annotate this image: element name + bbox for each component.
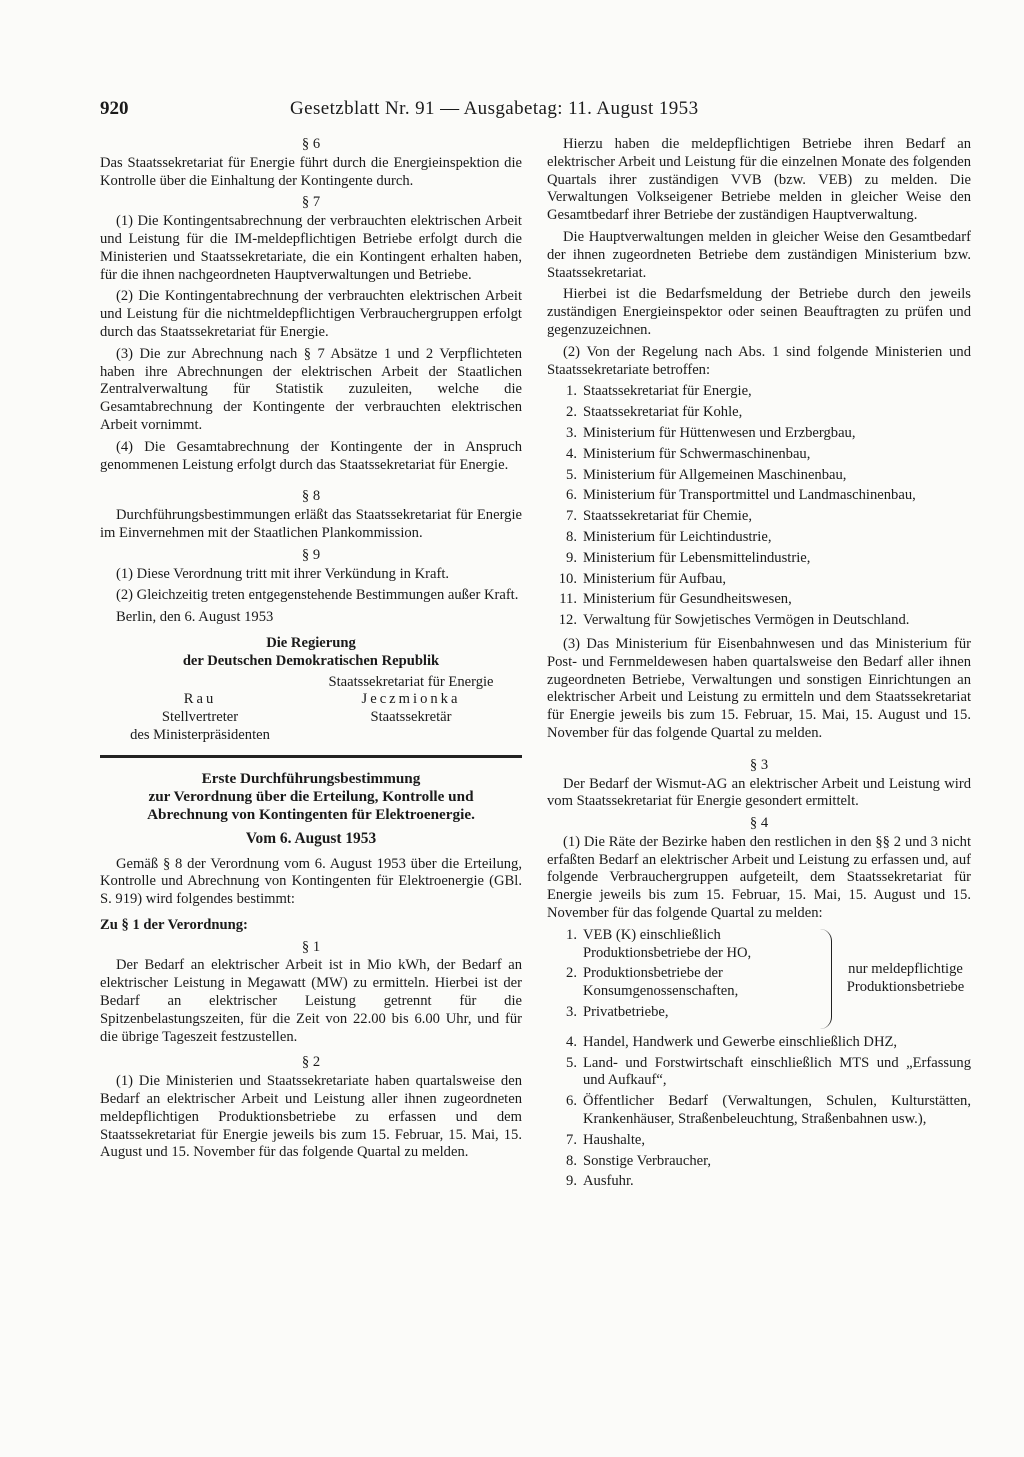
list-item <box>547 1055 971 1091</box>
ministries-list <box>547 383 971 630</box>
paragraph: Der Bedarf an elektrischer Arbeit ist in Mio kWh, der Bedarf an elektrischer Leistung in Megawatt (MW) zu ermitteln. Hierbei ist der Bedarf an elektrischer Leistung getrennt für die Spitzenbelastungszeiten, für die Zeit von 22.00 bis 6.00 Uhr, und für die übrige Tageszeit festzustellen. <box>100 957 522 1045</box>
list-number: 11. <box>559 591 577 608</box>
list-number: 7. <box>566 1131 577 1148</box>
list-text: Privatbetriebe, <box>583 1004 669 1021</box>
list-text: Ministerium für Lebensmittelindustrie, <box>583 549 811 566</box>
paragraph: Hierbei ist die Bedarfsmeldung der Betriebe durch den jeweils zuständigen Energieinspektor oder seinen Beauftragten zu prüfen und gegenzuzeichnen. <box>547 286 971 338</box>
list-text: Handel, Handwerk und Gewerbe einschließlich DHZ, <box>583 1033 898 1050</box>
paragraph: (2) Von der Regelung nach Abs. 1 sind folgende Ministerien und Staatssekretariate betroffen: <box>547 343 971 378</box>
government-line-2: der Deutschen Demokratischen Republik <box>182 652 440 669</box>
subsection-heading: Zu § 1 der Verordnung: <box>100 916 248 933</box>
paragraph: (1) Die Kontingentsabrechnung der verbrauchten elektrischen Arbeit und Leistung für die IM-meldepflichtigen Betriebe erfolgt durch die Ministerien und Staatssekretariate, die ein Kontingent erhalten haben, für die ihnen nachgeordneten Hauptverwaltungen und Betriebe. <box>100 213 522 283</box>
section-heading: § 3 <box>749 756 769 773</box>
section-heading: § 8 <box>301 488 321 505</box>
list-text: Ministerium für Gesundheitswesen, <box>583 591 792 608</box>
list-number: 8. <box>566 1152 577 1169</box>
list-number: 3. <box>566 424 577 441</box>
signatory-role: des Ministerpräsidenten <box>130 726 270 743</box>
list-text: Verwaltung für Sowjetisches Vermögen in Deutschland. <box>583 612 910 629</box>
list-number: 12. <box>558 612 577 629</box>
curly-brace <box>819 929 832 1029</box>
left-column <box>100 136 522 1166</box>
list-number: 1. <box>566 383 577 400</box>
regulation-title: Erste Durchführungsbestimmung <box>201 769 421 787</box>
list-text: Sonstige Verbraucher, <box>583 1152 712 1169</box>
list-number: 5. <box>566 466 577 483</box>
page-number: 920 <box>100 98 129 119</box>
list-text: VEB (K) einschließlich Produktionsbetriebe der HO, <box>583 926 752 961</box>
list-number: 10. <box>558 570 577 587</box>
paragraph: (2) Gleichzeitig treten entgegenstehende Bestimmungen außer Kraft. <box>116 587 519 604</box>
list-number: 2. <box>566 965 577 982</box>
list-item <box>547 612 971 630</box>
list-item <box>547 425 971 443</box>
list-text: Ministerium für Aufbau, <box>583 570 727 587</box>
list-number: 9. <box>566 549 577 566</box>
section-heading: § 2 <box>301 1054 321 1071</box>
list-item <box>547 1093 971 1129</box>
list-number: 8. <box>566 528 577 545</box>
list-item <box>547 591 971 609</box>
list-item <box>547 927 819 963</box>
list-text: Produktionsbetriebe der Konsumgenossenschaften, <box>583 965 739 1000</box>
consumer-groups-list <box>547 1034 971 1191</box>
list-item <box>547 965 819 1001</box>
paragraph: Gemäß § 8 der Verordnung vom 6. August 1953 über die Erteilung, Kontrolle und Abrechnung von Kontingenten für Elektroenergie (GBl. S. 919) wird folgendes bestimmt: <box>100 855 522 908</box>
list-text: Staatssekretariat für Chemie, <box>583 508 752 525</box>
list-text: Ministerium für Leichtindustrie, <box>583 528 772 545</box>
list-item <box>547 383 971 401</box>
paragraph: (2) Die Kontingentabrechnung der verbrauchten elektrischen Arbeit und Leistung für die nichtmeldepflichtigen Verbrauchergruppen erfolgt durch das Staatssekretariat für Energie. <box>100 288 522 340</box>
list-item <box>547 446 971 464</box>
list-number: 3. <box>566 1004 577 1021</box>
paragraph: Die Hauptverwaltungen melden in gleicher Weise den Gesamtbedarf der ihnen zugeordneten Betriebe dem zuständigen Ministerium bzw. Staatssekretariat. <box>547 228 971 281</box>
list-number: 4. <box>566 445 577 462</box>
place-date: Berlin, den 6. August 1953 <box>116 609 274 626</box>
list-text: Ministerium für Hüttenwesen und Erzbergbau, <box>583 424 856 441</box>
paragraph: (4) Die Gesamtabrechnung der Kontingente der in Anspruch genommenen Leistung erfolgt durch das Staatssekretariat für Energie. <box>100 438 522 473</box>
list-number: 9. <box>566 1173 577 1190</box>
paragraph: (3) Das Ministerium für Eisenbahnwesen und das Ministerium für Post- und Fernmeldewesen haben quartalsweise den Bedarf aller ihnen zugeordneten Betriebe, Verwaltungen und sonstigen Einrichtungen an elektrischer Arbeit und Leistung zu ermitteln und dem Staatssekretariat für Energie jeweils bis zum 15. Februar, 15. Mai, 15. August und 15. November für das folgende Quartal zu melden. <box>547 635 971 741</box>
paragraph: Das Staatssekretariat für Energie führt durch die Energieinspektion die Kontrolle über die Einhaltung der Kontingente durch. <box>100 154 522 189</box>
list-number: 6. <box>566 487 577 504</box>
page-header <box>100 98 1020 128</box>
paragraph: (1) Die Ministerien und Staatssekretariate haben quartalsweise den Bedarf an elektrischer Arbeit und Leistung aller ihnen zugeordneten meldepflichtigen Produktionsbetriebe zu erfassen und dem Staatssekretariat für Energie jeweils bis zum 15. Februar, 15. Mai, 15. August und 15. November für das folgende Quartal zu melden. <box>100 1073 522 1161</box>
list-item <box>547 529 971 547</box>
list-item <box>547 1153 971 1171</box>
divider-rule <box>100 755 522 758</box>
list-number: 4. <box>566 1033 577 1050</box>
list-item <box>547 1004 819 1022</box>
section-heading: § 9 <box>301 546 321 563</box>
list-number: 7. <box>566 508 577 525</box>
signatory-name-jeczmionka: Jeczmionka <box>361 691 461 708</box>
section-heading: § 1 <box>301 938 321 955</box>
list-item <box>547 487 971 505</box>
signature-right <box>300 674 522 745</box>
list-item <box>547 571 971 589</box>
regulation-date: Vom 6. August 1953 <box>245 829 377 847</box>
signatory-office: Staatssekretariat für Energie <box>328 673 494 690</box>
list-item <box>547 1173 971 1191</box>
list-item <box>547 508 971 526</box>
regulation-title: Abrechnung von Kontingenten für Elektroenergie. <box>147 805 475 823</box>
regulation-title: zur Verordnung über die Erteilung, Kontrolle und <box>148 787 474 805</box>
list-item <box>547 550 971 568</box>
list-item <box>547 1132 971 1150</box>
paragraph: Der Bedarf der Wismut-AG an elektrischer Arbeit und Leistung wird vom Staatssekretariat für Energie gesondert ermittelt. <box>547 775 971 810</box>
list-text: Haushalte, <box>583 1131 646 1148</box>
braced-group <box>547 927 971 1031</box>
list-item <box>547 1034 971 1052</box>
signatory-role: Staatssekretär <box>370 709 452 726</box>
list-text: Ministerium für Schwermaschinenbau, <box>583 445 811 462</box>
list-item <box>547 467 971 485</box>
section-heading: § 6 <box>301 136 321 152</box>
paragraph: (1) Die Räte der Bezirke haben den restlichen in den §§ 2 und 3 nicht erfaßten Bedarf an elektrischer Arbeit und Leistung zu erfassen und, auf folgende Verbrauchergruppen aufgeteilt, dem Staatssekretariat für Energie jeweils bis zum 15. Februar, 15. Mai, 15. August und 15. November für das folgende Quartal zu melden: <box>547 833 971 922</box>
list-number: 6. <box>566 1093 577 1110</box>
signatory-role: Stellvertreter <box>161 709 239 726</box>
list-text: Öffentlicher Bedarf (Verwaltungen, Schulen, Kulturstätten, Krankenhäuser, Straßenbeleuchtung, Straßenbahnen usw.), <box>583 1093 971 1128</box>
list-text: Ministerium für Allgemeinen Maschinenbau, <box>583 466 847 483</box>
signature-block <box>100 674 522 745</box>
list-text: Ministerium für Transportmittel und Landmaschinenbau, <box>583 487 916 504</box>
list-number: 2. <box>566 404 577 421</box>
gazette-title: Gesetzblatt Nr. 91 — Ausgabetag: 11. August 1953 <box>290 98 699 119</box>
list-item <box>547 404 971 422</box>
signatory-name-rau: Rau <box>183 691 217 708</box>
list-text: Staatssekretariat für Energie, <box>583 383 752 400</box>
list-text: Land- und Forstwirtschaft einschließlich MTS und „Erfassung und Aufkauf“, <box>583 1054 971 1089</box>
list-text: Ausfuhr. <box>583 1173 634 1190</box>
paragraph: Hierzu haben die meldepflichtigen Betriebe ihren Bedarf an elektrischer Arbeit und Leistung für die einzelnen Monate des folgenden Quartals ihrer zuständigen VVB (bzw. VEB) zu melden. Die Verwaltungen Volkseigener Betriebe melden in gleicher Weise den Gesamtbedarf ihrer Betriebe der zuständigen Hauptverwaltung. <box>547 136 971 224</box>
list-number: 1. <box>566 926 577 943</box>
government-line-1: Die Regierung <box>266 634 356 651</box>
paragraph: (1) Diese Verordnung tritt mit ihrer Verkündung in Kraft. <box>116 565 450 582</box>
list-number: 5. <box>566 1054 577 1071</box>
signature-left <box>100 674 300 745</box>
section-heading: § 4 <box>749 815 769 832</box>
section-heading: § 7 <box>301 194 321 211</box>
consumer-groups-braced <box>547 927 819 1025</box>
list-text: Staatssekretariat für Kohle, <box>583 404 743 421</box>
paragraph: Durchführungsbestimmungen erläßt das Staatssekretariat für Energie im Einvernehmen mit der Staatlichen Plankommission. <box>100 507 522 541</box>
paragraph: (3) Die zur Abrechnung nach § 7 Absätze 1 und 2 Verpflichteten haben ihre Abrechnungen der elektrischen Arbeit der Staatlichen Zentralverwaltung für Statistik zuzuleiten, welche die Gesamtabrechnung der Kontingente der verbrauchten elektrischen Arbeit vornimmt. <box>100 345 522 433</box>
right-column <box>547 136 971 1197</box>
brace-note: nur meldepflichtige Produktionsbetriebe <box>846 961 965 995</box>
